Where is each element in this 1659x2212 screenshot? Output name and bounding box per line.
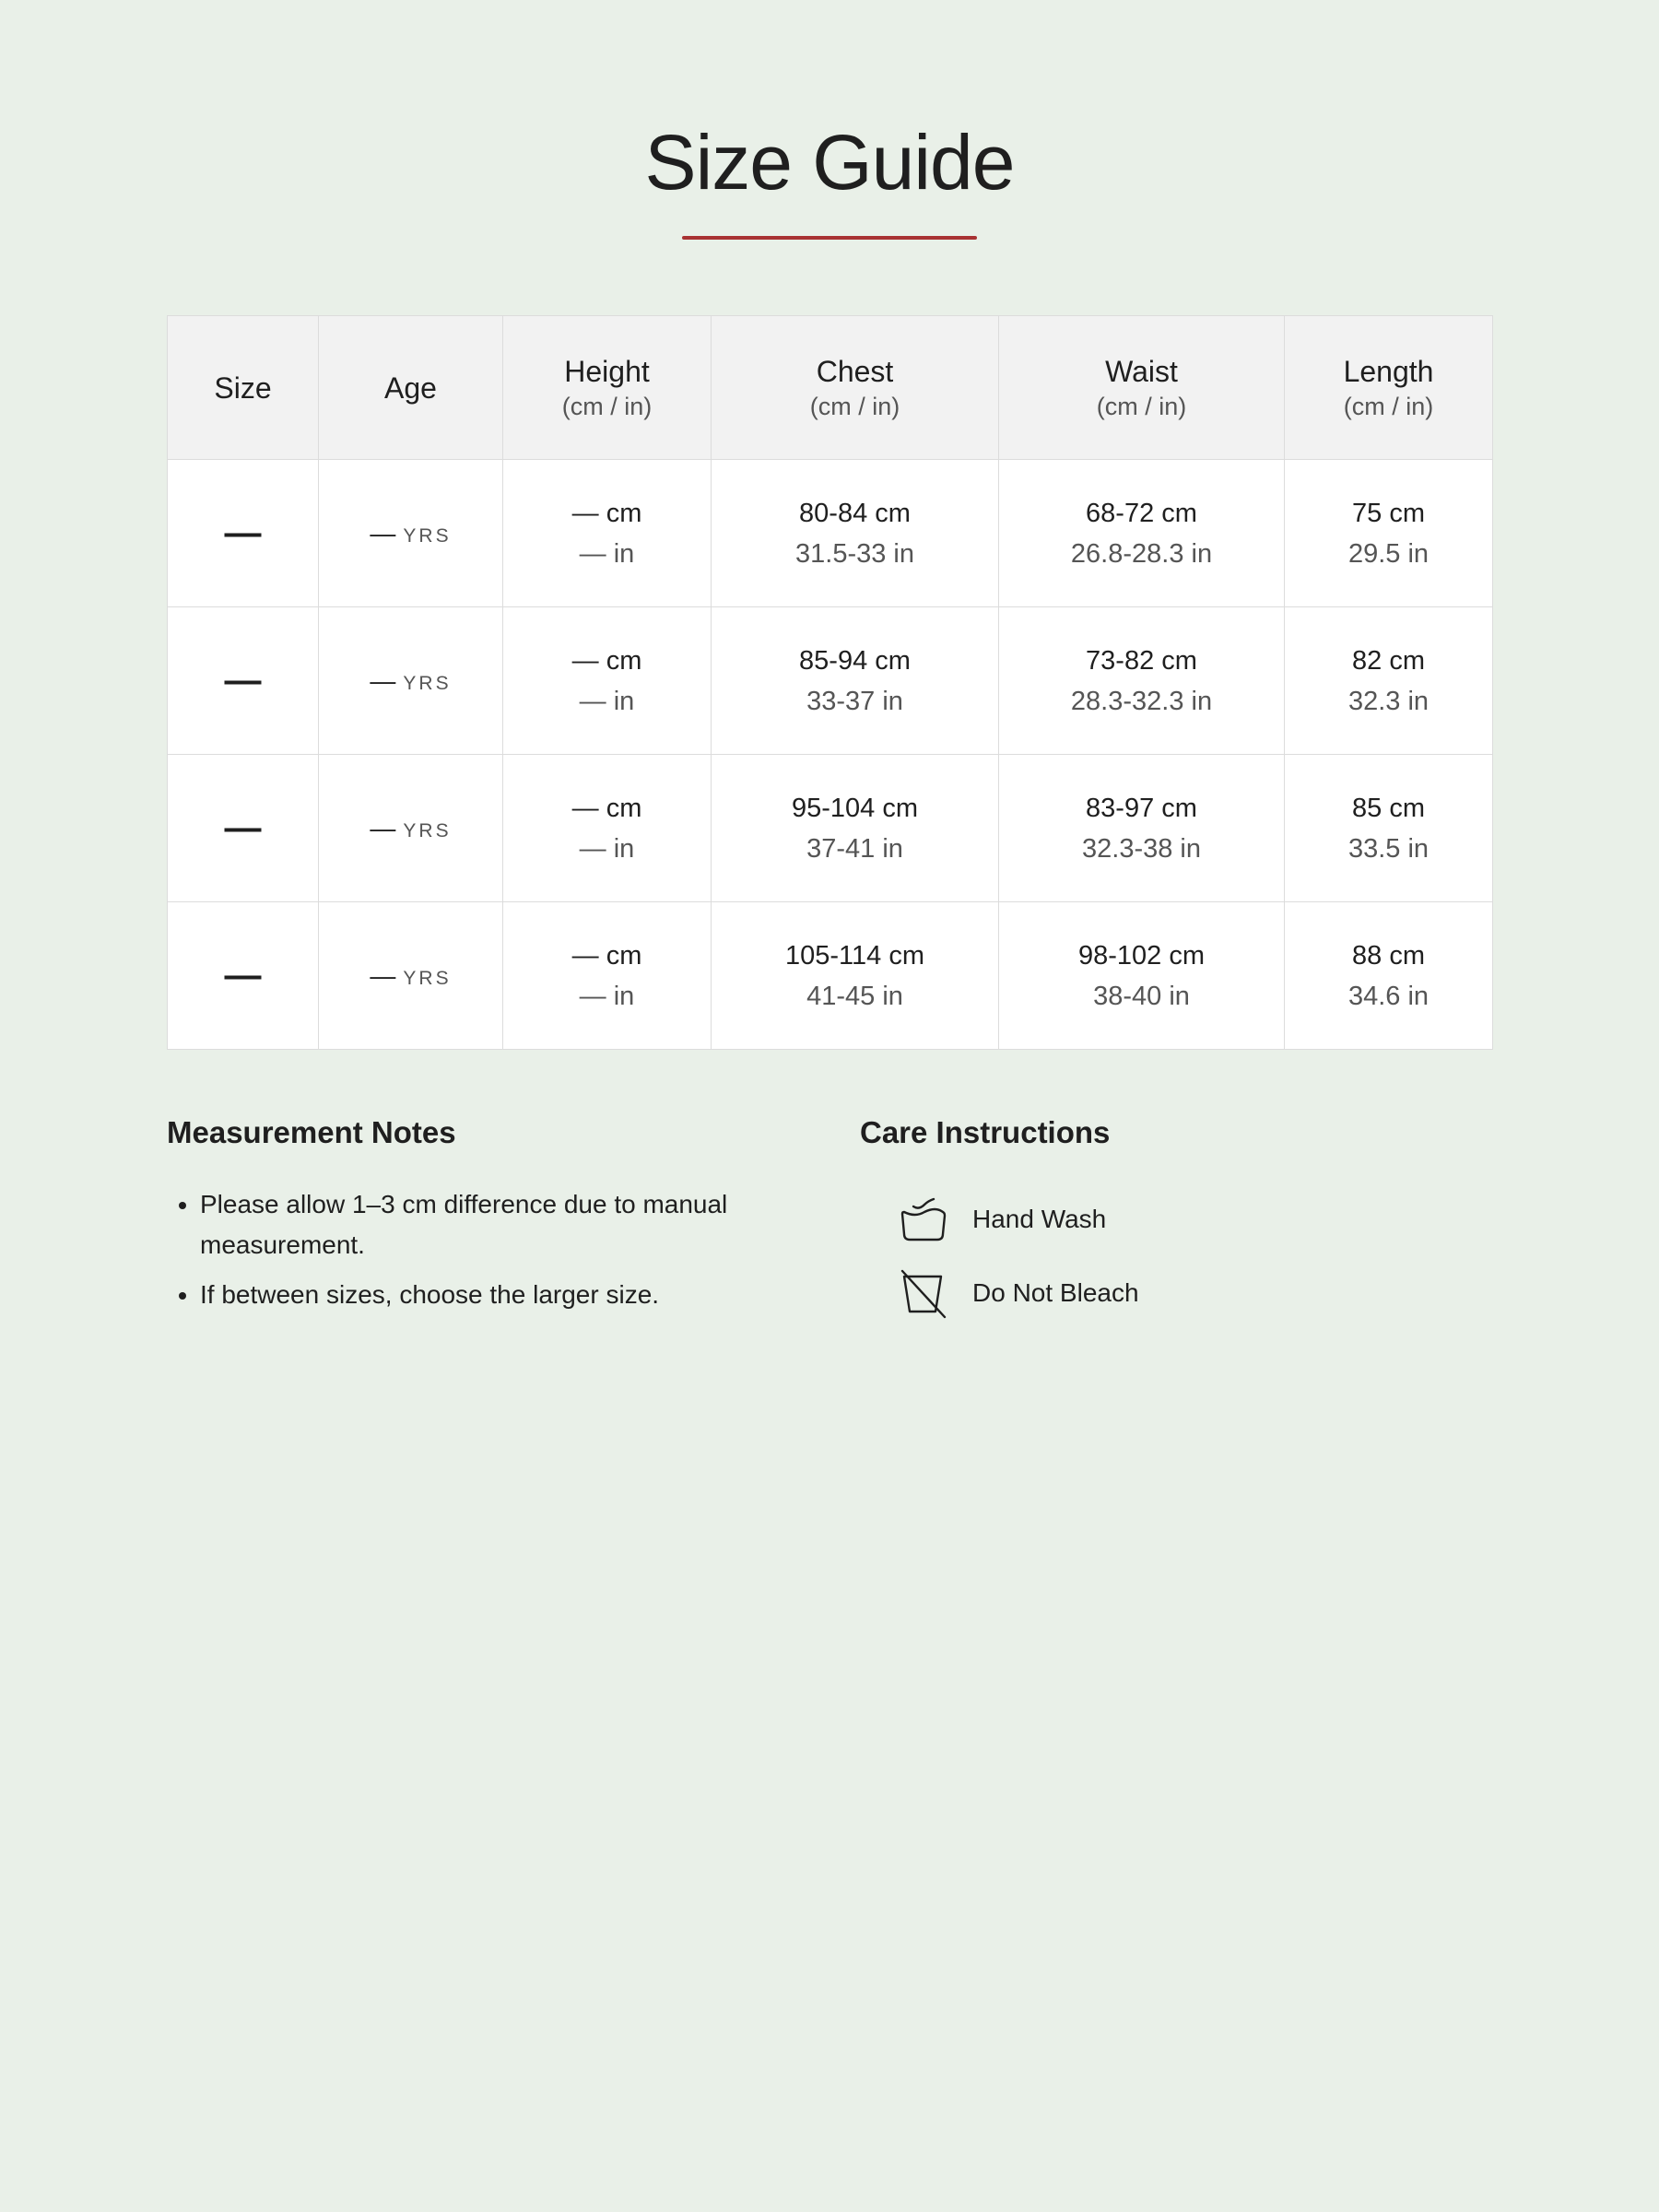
age-value: — (370, 518, 396, 547)
age-cell (319, 460, 503, 607)
chest-cm: 105-114 cm (785, 940, 924, 971)
size-value: — (224, 512, 262, 553)
title-underline (682, 236, 977, 240)
height-cm: — cm (571, 498, 642, 528)
size-cell (168, 755, 319, 902)
header-unit: (cm / in) (561, 392, 653, 420)
height-in: — in (579, 833, 635, 864)
header-height (503, 316, 712, 460)
waist-in: 38-40 in (1093, 981, 1190, 1011)
chest-cell (712, 902, 999, 1050)
height-cell (503, 607, 712, 755)
chest-in: 37-41 in (806, 833, 903, 864)
size-value: — (224, 660, 262, 700)
table-row (168, 460, 1493, 607)
header-age (319, 316, 503, 460)
age-unit: YRS (403, 672, 452, 694)
waist-in: 26.8-28.3 in (1070, 538, 1213, 569)
waist-cell (999, 607, 1285, 755)
size-cell (168, 607, 319, 755)
info-section (167, 1114, 1492, 1330)
table-header-row (168, 316, 1493, 460)
table-row (168, 902, 1493, 1050)
chest-cm: 80-84 cm (799, 498, 911, 528)
waist-cm: 98-102 cm (1077, 940, 1205, 971)
waist-in: 32.3-38 in (1082, 833, 1201, 864)
height-cm: — cm (571, 645, 642, 676)
length-in: 32.3 in (1347, 686, 1430, 716)
header-label: Waist (1105, 354, 1178, 388)
care-instructions (860, 1114, 1492, 1330)
waist-cell (999, 755, 1285, 902)
length-in: 34.6 in (1347, 981, 1430, 1011)
size-table (167, 315, 1493, 1050)
notes-list (167, 1184, 860, 1315)
age-cell (319, 607, 503, 755)
chest-cell (712, 755, 999, 902)
size-value: — (224, 955, 262, 995)
table-row (168, 755, 1493, 902)
length-cm: 75 cm (1352, 498, 1425, 528)
waist-in: 28.3-32.3 in (1070, 686, 1213, 716)
header-label: Height (564, 354, 650, 388)
length-in: 33.5 in (1347, 833, 1430, 864)
height-in: — in (579, 686, 635, 716)
length-cell (1285, 755, 1493, 902)
size-cell (168, 902, 319, 1050)
length-cm: 88 cm (1352, 940, 1425, 971)
care-label: Do Not Bleach (972, 1278, 1139, 1307)
table-row (168, 607, 1493, 755)
chest-in: 31.5-33 in (795, 538, 914, 569)
chest-cell (712, 607, 999, 755)
waist-cell (999, 460, 1285, 607)
header-label: Age (384, 371, 437, 405)
header-label: Size (214, 371, 272, 405)
chest-cell (712, 460, 999, 607)
chest-in: 33-37 in (806, 686, 903, 716)
height-cell (503, 460, 712, 607)
care-list (860, 1182, 1492, 1330)
waist-cm: 68-72 cm (1086, 498, 1197, 528)
care-label: Hand Wash (972, 1205, 1107, 1233)
header-size (168, 316, 319, 460)
chest-cm: 95-104 cm (791, 793, 918, 823)
age-unit: YRS (403, 967, 452, 989)
height-cm: — cm (571, 940, 642, 971)
do-not-bleach-icon (897, 1267, 948, 1319)
age-value: — (370, 813, 396, 842)
page-title: Size Guide (644, 119, 1015, 206)
header-label: Chest (816, 354, 894, 388)
list-item: • If between sizes, choose the larger size. (200, 1275, 790, 1315)
header-unit: (cm / in) (809, 392, 900, 420)
height-in: — in (579, 981, 635, 1011)
header-unit: (cm / in) (1343, 392, 1434, 420)
header-length (1285, 316, 1493, 460)
height-in: — in (579, 538, 635, 569)
size-value: — (224, 807, 262, 848)
measurement-notes (167, 1114, 860, 1330)
length-cell (1285, 460, 1493, 607)
chest-in: 41-45 in (806, 981, 903, 1011)
care-item-hand-wash (860, 1182, 1492, 1256)
waist-cm: 83-97 cm (1086, 793, 1197, 823)
header-unit: (cm / in) (1096, 392, 1187, 420)
height-cm: — cm (571, 793, 642, 823)
age-unit: YRS (403, 524, 452, 547)
age-value: — (370, 960, 396, 990)
list-item: • Please allow 1–3 cm difference due to manual measurement. (200, 1184, 790, 1265)
length-in: 29.5 in (1347, 538, 1430, 569)
waist-cell (999, 902, 1285, 1050)
header-waist (999, 316, 1285, 460)
notes-title: Measurement Notes (167, 1115, 456, 1149)
age-unit: YRS (403, 819, 452, 841)
chest-cm: 85-94 cm (799, 645, 911, 676)
header-chest (712, 316, 999, 460)
length-cm: 85 cm (1352, 793, 1425, 823)
height-cell (503, 902, 712, 1050)
size-cell (168, 460, 319, 607)
length-cm: 82 cm (1352, 645, 1425, 676)
size-guide-page (167, 0, 1492, 1330)
care-title: Care Instructions (860, 1115, 1111, 1149)
length-cell (1285, 902, 1493, 1050)
age-cell (319, 755, 503, 902)
age-cell (319, 902, 503, 1050)
height-cell (503, 755, 712, 902)
care-item-do-not-bleach (860, 1256, 1492, 1330)
waist-cm: 73-82 cm (1086, 645, 1197, 676)
hand-wash-icon (897, 1194, 948, 1245)
length-cell (1285, 607, 1493, 755)
header-label: Length (1343, 354, 1434, 388)
age-value: — (370, 665, 396, 695)
